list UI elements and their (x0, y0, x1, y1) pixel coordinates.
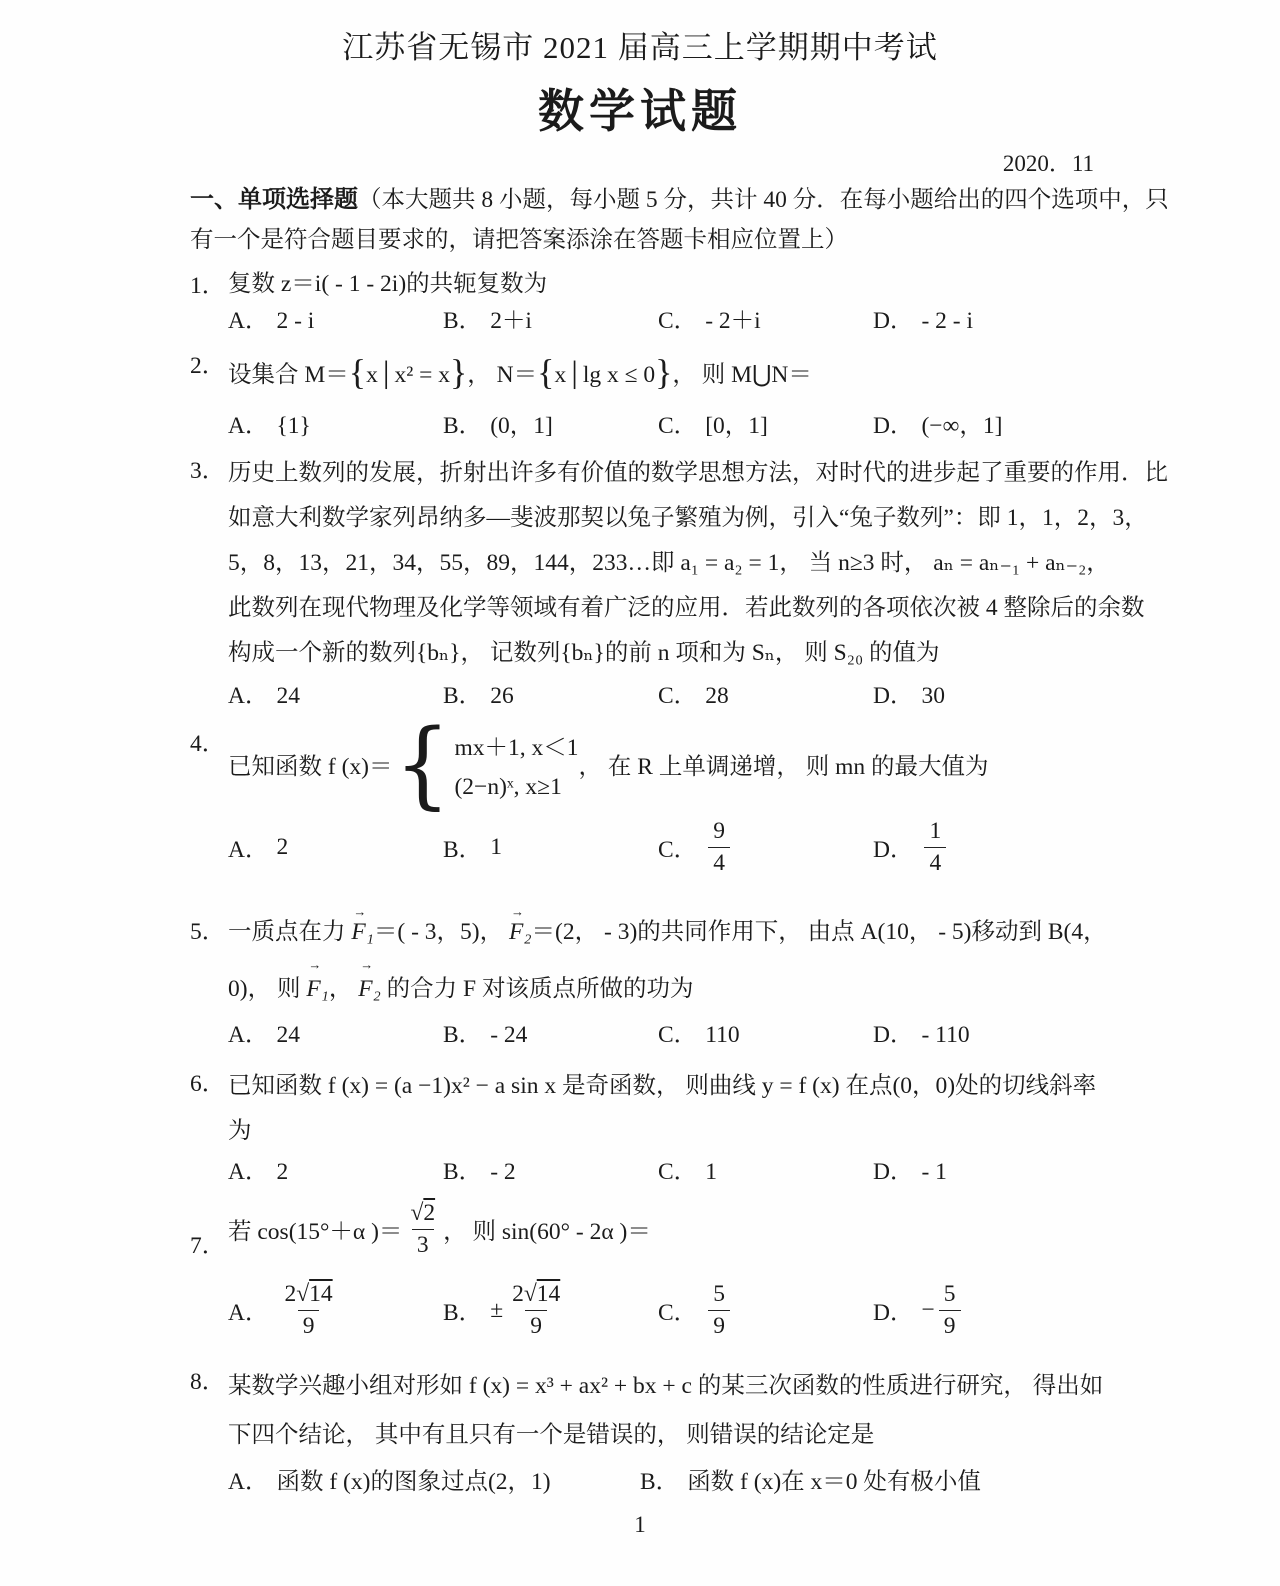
vector-f1 (351, 904, 374, 946)
stem-line: 5，8，13，21，34，55，89，144，233…即 a₁ = a₂ = 1， 当 n≥3 时， aₙ = aₙ₋₁ + aₙ₋₂， (228, 550, 1110, 576)
stem-line: 历史上数列的发展，折射出许多有价值的数学思想方法，对时代的进步起了重要的作用．比 (228, 460, 1168, 486)
question-7 (190, 1198, 1192, 1348)
exam-subtitle: 数学试题 (538, 85, 742, 137)
vector-symbol: F₂ (358, 976, 381, 1002)
option-label: D． (873, 1300, 914, 1327)
fraction (405, 1198, 440, 1260)
case-row: (2−n)ˣ, x≥1 (454, 773, 562, 800)
q4-option-a (228, 830, 443, 864)
stem-line: 某数学兴趣小组对形如 f (x) = x³ + ax² + bx + c 的某三次函数的性质进行研究， 得出如 (228, 1373, 1104, 1400)
option-label: D． (873, 837, 914, 863)
option-text: 110 (705, 1022, 740, 1048)
fraction-denominator: 4 (708, 847, 730, 879)
stem-line: 如意大利数学家列昂纳多—斐波那契以兔子繁殖为例，引入“兔子数列”：即 1，1，2，3， (228, 505, 1148, 531)
fraction-numerator (279, 1279, 337, 1310)
radical-sign: 2√ (512, 1281, 537, 1308)
fraction-denominator: 3 (412, 1229, 434, 1261)
radical-sign: 2√ (284, 1281, 310, 1308)
case-row: mx＋1, x＜1 (454, 734, 579, 761)
question-3-stem (228, 451, 1192, 676)
option-text: - 1 (921, 1159, 947, 1185)
stem-text: 一质点在力 (228, 919, 352, 945)
q1-option-d (873, 304, 1192, 338)
question-3 (190, 451, 1192, 714)
q6-option-c (658, 1154, 873, 1190)
option-label: B． (443, 308, 483, 334)
option-label: D． (873, 1022, 914, 1048)
option-label: C． (658, 1300, 698, 1327)
vector-symbol: F₁ (306, 976, 329, 1002)
option-text: 2 - i (276, 308, 315, 334)
stem-text: 0)， 则 (228, 976, 307, 1002)
stem-text: ， 在 R 上单调递增， 则 mn 的最大值为 (578, 754, 989, 780)
q6-option-b (443, 1154, 658, 1190)
stem-line: 为 (228, 1118, 252, 1144)
fraction-denominator: 9 (939, 1310, 961, 1342)
set-expression: x│x² = x (366, 362, 451, 388)
vector-symbol: F₁ (351, 919, 374, 945)
option-text: (0，1] (490, 413, 553, 439)
set-expression: x│lg x ≤ 0 (554, 362, 656, 388)
option-label: A． (228, 308, 269, 334)
option-label: C． (658, 413, 698, 439)
option-text: - 24 (490, 1022, 528, 1048)
question-4-options (228, 810, 1192, 884)
stem-text: ， (328, 976, 359, 1002)
q3-option-d (873, 678, 1192, 714)
q2-option-c (658, 409, 873, 443)
question-5-stem-line-1 (228, 896, 1192, 946)
question-6-options (228, 1154, 1192, 1190)
fraction-denominator: 9 (708, 1310, 730, 1342)
option-label: C． (658, 837, 698, 863)
option-label: A． (228, 413, 269, 439)
section-instructions: （本大题共 8 小题，每小题 5 分，共计 40 分．在每小题给出的四个选项中，只有一个是符合题目要求的，请把答案添涂在答题卡相应位置上） (190, 187, 1169, 253)
fraction-denominator: 9 (298, 1310, 320, 1342)
option-label: D． (873, 413, 914, 439)
q5-option-d (873, 1018, 1192, 1052)
stem-text: 的合力 F 对该质点所做的功为 (380, 976, 694, 1002)
q2-option-a (228, 409, 443, 443)
option-label: A． (228, 1469, 269, 1496)
question-8-options (228, 1462, 1192, 1502)
option-label: D． (873, 683, 914, 709)
question-6-stem (228, 1064, 1192, 1154)
option-label: C． (658, 1159, 698, 1185)
option-text: [0，1] (705, 413, 768, 439)
question-6-number: 6． (190, 1071, 226, 1097)
stem-line: 此数列在现代物理及化学等领域有着广泛的应用．若此数列的各项依次被 4 整除后的余数 (228, 595, 1145, 621)
question-3-number: 3． (190, 458, 226, 484)
vector-arrow-icon: → (353, 904, 367, 919)
option-text: 30 (921, 683, 945, 709)
question-2-options (228, 409, 1192, 443)
option-label: A． (228, 1022, 269, 1048)
stem-text: 已知函数 f (x)＝ (228, 754, 393, 780)
q4-option-b (443, 830, 658, 864)
question-2-number: 2． (190, 353, 226, 379)
question-5-options (228, 1018, 1192, 1052)
q6-option-d (873, 1154, 1192, 1190)
q7-option-b (443, 1279, 658, 1341)
question-8 (190, 1362, 1192, 1502)
option-text: (−∞，1] (921, 413, 1003, 439)
option-text: 2 (276, 1159, 289, 1185)
q3-option-b (443, 678, 658, 714)
fraction-numerator: 1 (929, 817, 942, 844)
stem-text: ＝(2， - 3)的共同作用下， 由点 A(10， - 5)移动到 B(4， (531, 919, 1107, 945)
option-label: B． (443, 1022, 483, 1048)
q5-option-a (228, 1018, 443, 1052)
section-heading (0, 180, 1280, 260)
question-6 (190, 1064, 1192, 1190)
fraction (924, 816, 946, 878)
option-text: 函数 f (x)的图象过点(2，1) (276, 1469, 551, 1496)
question-7-options (228, 1272, 1192, 1348)
option-text: 1 (705, 1159, 717, 1185)
stem-text: ， 则 M⋃N＝ (672, 362, 812, 388)
plus-minus-sign: ± (490, 1296, 504, 1323)
q7-option-d (873, 1279, 1192, 1341)
fraction (708, 1279, 730, 1341)
q5-option-b (443, 1018, 658, 1052)
q6-option-a (228, 1154, 443, 1190)
stem-line: 已知函数 f (x) = (a −1)x² − a sin x 是奇函数， 则曲线 y = f (x) 在点(0，0)处的切线斜率 (228, 1073, 1097, 1099)
stem-text: ＝( - 3，5)， (373, 919, 510, 945)
piecewise-brace: { (394, 707, 451, 820)
option-text: 函数 f (x)在 x＝0 处有极小值 (687, 1469, 981, 1496)
option-text: 1 (490, 833, 502, 860)
q3-option-c (658, 678, 873, 714)
section-label: 一、单项选择题 (190, 186, 358, 213)
question-5 (190, 896, 1192, 1052)
right-brace: } (450, 352, 468, 392)
option-label: D． (873, 308, 914, 334)
fraction-numerator: 5 (943, 1281, 956, 1308)
fraction (708, 816, 730, 878)
option-label: B． (640, 1469, 680, 1496)
question-7-stem (228, 1198, 1192, 1260)
question-5-number: 5． (190, 919, 226, 945)
q5-option-c (658, 1018, 873, 1052)
vector-f2 (509, 904, 532, 946)
option-label: C． (658, 1022, 698, 1048)
question-1-stem: 复数 z＝i( - 1 - 2i)的共轭复数为 (228, 271, 548, 297)
left-brace: { (348, 352, 367, 392)
radical-sign: √ (410, 1200, 424, 1226)
q8-option-b (640, 1462, 1192, 1502)
option-text: - 2＋i (705, 308, 761, 334)
option-text: - 2 - i (921, 308, 974, 334)
exam-title: 江苏省无锡市 2021 届高三上学期期中考试 (342, 30, 938, 65)
option-label: A． (228, 1300, 269, 1327)
q7-option-a (228, 1279, 443, 1341)
fraction (939, 1279, 961, 1341)
option-text: 2 (276, 833, 289, 860)
option-label: A． (228, 1159, 269, 1185)
option-text: - 110 (921, 1022, 970, 1048)
question-3-options (228, 678, 1192, 714)
question-5-stem-line-2 (228, 956, 1192, 1006)
vector-arrow-icon: → (308, 957, 322, 972)
option-label: C． (658, 683, 698, 709)
question-8-number: 8． (190, 1369, 226, 1396)
question-2-stem (228, 346, 1192, 401)
right-brace: } (655, 352, 673, 392)
page-number: 1 (634, 1512, 646, 1538)
stem-text: 若 cos(15°＋α )＝ (228, 1219, 403, 1246)
minus-sign: − (921, 1296, 935, 1323)
vector-f2 (358, 957, 381, 1006)
q4-option-c (658, 816, 873, 878)
option-label: B． (443, 413, 483, 439)
option-text: 26 (490, 683, 514, 709)
option-text: 2＋i (490, 308, 532, 334)
vector-arrow-icon: → (511, 904, 525, 919)
option-label: A． (228, 837, 269, 863)
q1-option-a (228, 304, 443, 338)
questions-area (0, 266, 1280, 1502)
stem-text: 设集合 M＝ (228, 362, 349, 388)
fraction (279, 1279, 337, 1341)
question-4-stem (228, 707, 1192, 820)
radicand: 14 (309, 1281, 333, 1308)
question-8-stem (228, 1362, 1192, 1460)
option-text: 24 (276, 1022, 300, 1048)
radicand: 2 (423, 1200, 436, 1226)
option-text: - 2 (490, 1159, 516, 1185)
vector-f1 (306, 957, 329, 1006)
option-label: D． (873, 1159, 914, 1185)
left-brace: { (537, 352, 555, 392)
option-label: B． (443, 1300, 483, 1327)
fraction-denominator: 9 (525, 1310, 547, 1342)
option-text: 24 (276, 683, 300, 709)
q7-option-c (658, 1279, 873, 1341)
q1-option-b (443, 304, 658, 338)
q1-option-c (658, 304, 873, 338)
option-label: C． (658, 308, 698, 334)
fraction (507, 1279, 565, 1341)
piecewise-cases (454, 728, 578, 801)
radicand: 14 (536, 1281, 561, 1308)
vector-symbol: F₂ (509, 919, 532, 945)
question-7-number: 7． (190, 1233, 226, 1259)
option-label: A． (228, 683, 269, 709)
stem-line: 构成一个新的数列{bₙ}， 记数列{bₙ}的前 n 项和为 Sₙ， 则 S₂₀ 的值为 (228, 640, 940, 666)
q2-option-d (873, 409, 1192, 443)
exam-date: 2020．11 (1002, 151, 1094, 176)
question-1 (190, 266, 1192, 338)
question-1-number: 1． (190, 273, 226, 299)
question-4 (190, 707, 1192, 884)
question-1-options (228, 304, 1192, 338)
fraction-numerator: 5 (713, 1281, 725, 1308)
q2-option-b (443, 409, 658, 443)
option-text: 28 (705, 683, 729, 709)
option-text: {1} (276, 413, 311, 439)
fraction-numerator (405, 1198, 440, 1229)
stem-text: ， N＝ (467, 362, 538, 388)
fraction-denominator: 4 (924, 847, 946, 879)
option-label: B． (443, 837, 483, 863)
option-label: B． (443, 1159, 483, 1185)
question-2 (190, 346, 1192, 443)
stem-text: ， 则 sin(60° - 2α )＝ (443, 1219, 651, 1246)
question-4-number: 4． (190, 731, 226, 757)
stem-line: 下四个结论， 其中有且只有一个是错误的， 则错误的结论定是 (228, 1422, 875, 1449)
vector-arrow-icon: → (360, 957, 374, 972)
fraction-numerator: 9 (713, 817, 725, 844)
fraction-numerator (507, 1279, 565, 1310)
q8-option-a (228, 1462, 640, 1502)
q4-option-d (873, 816, 1192, 878)
option-label: B． (443, 683, 483, 709)
